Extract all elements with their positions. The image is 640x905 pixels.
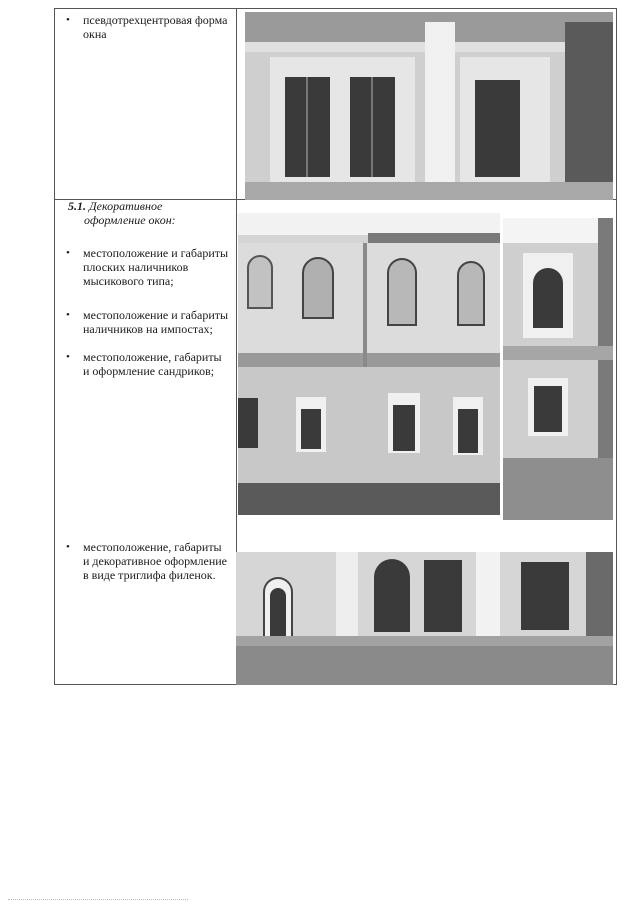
bullet-item: • псевдотрехцентровая форма окна <box>66 13 228 41</box>
section-heading: 5.1. Декоративное оформление окон: <box>68 199 176 227</box>
bullet-icon: • <box>66 14 70 26</box>
facade-photo-2 <box>238 213 500 515</box>
bullet-icon: • <box>66 541 70 553</box>
facade-photo-1 <box>245 12 613 200</box>
bullet-icon: • <box>66 309 70 321</box>
bullet-icon: • <box>66 247 70 259</box>
bullet-item: • местоположение и габариты наличников на импостах; <box>66 308 229 336</box>
facade-photo-4 <box>236 552 613 685</box>
bullet-item: • местоположение и габариты плоских наличников мысикового типа; <box>66 246 229 288</box>
page-footer-line <box>8 899 188 901</box>
bullet-item: • местоположение, габариты и оформление сандриков; <box>66 350 222 378</box>
bullet-item: • местоположение, габариты и декоративное оформление в виде триглифа филенок. <box>66 540 227 582</box>
bullet-icon: • <box>66 351 70 363</box>
facade-photo-3 <box>503 218 613 520</box>
